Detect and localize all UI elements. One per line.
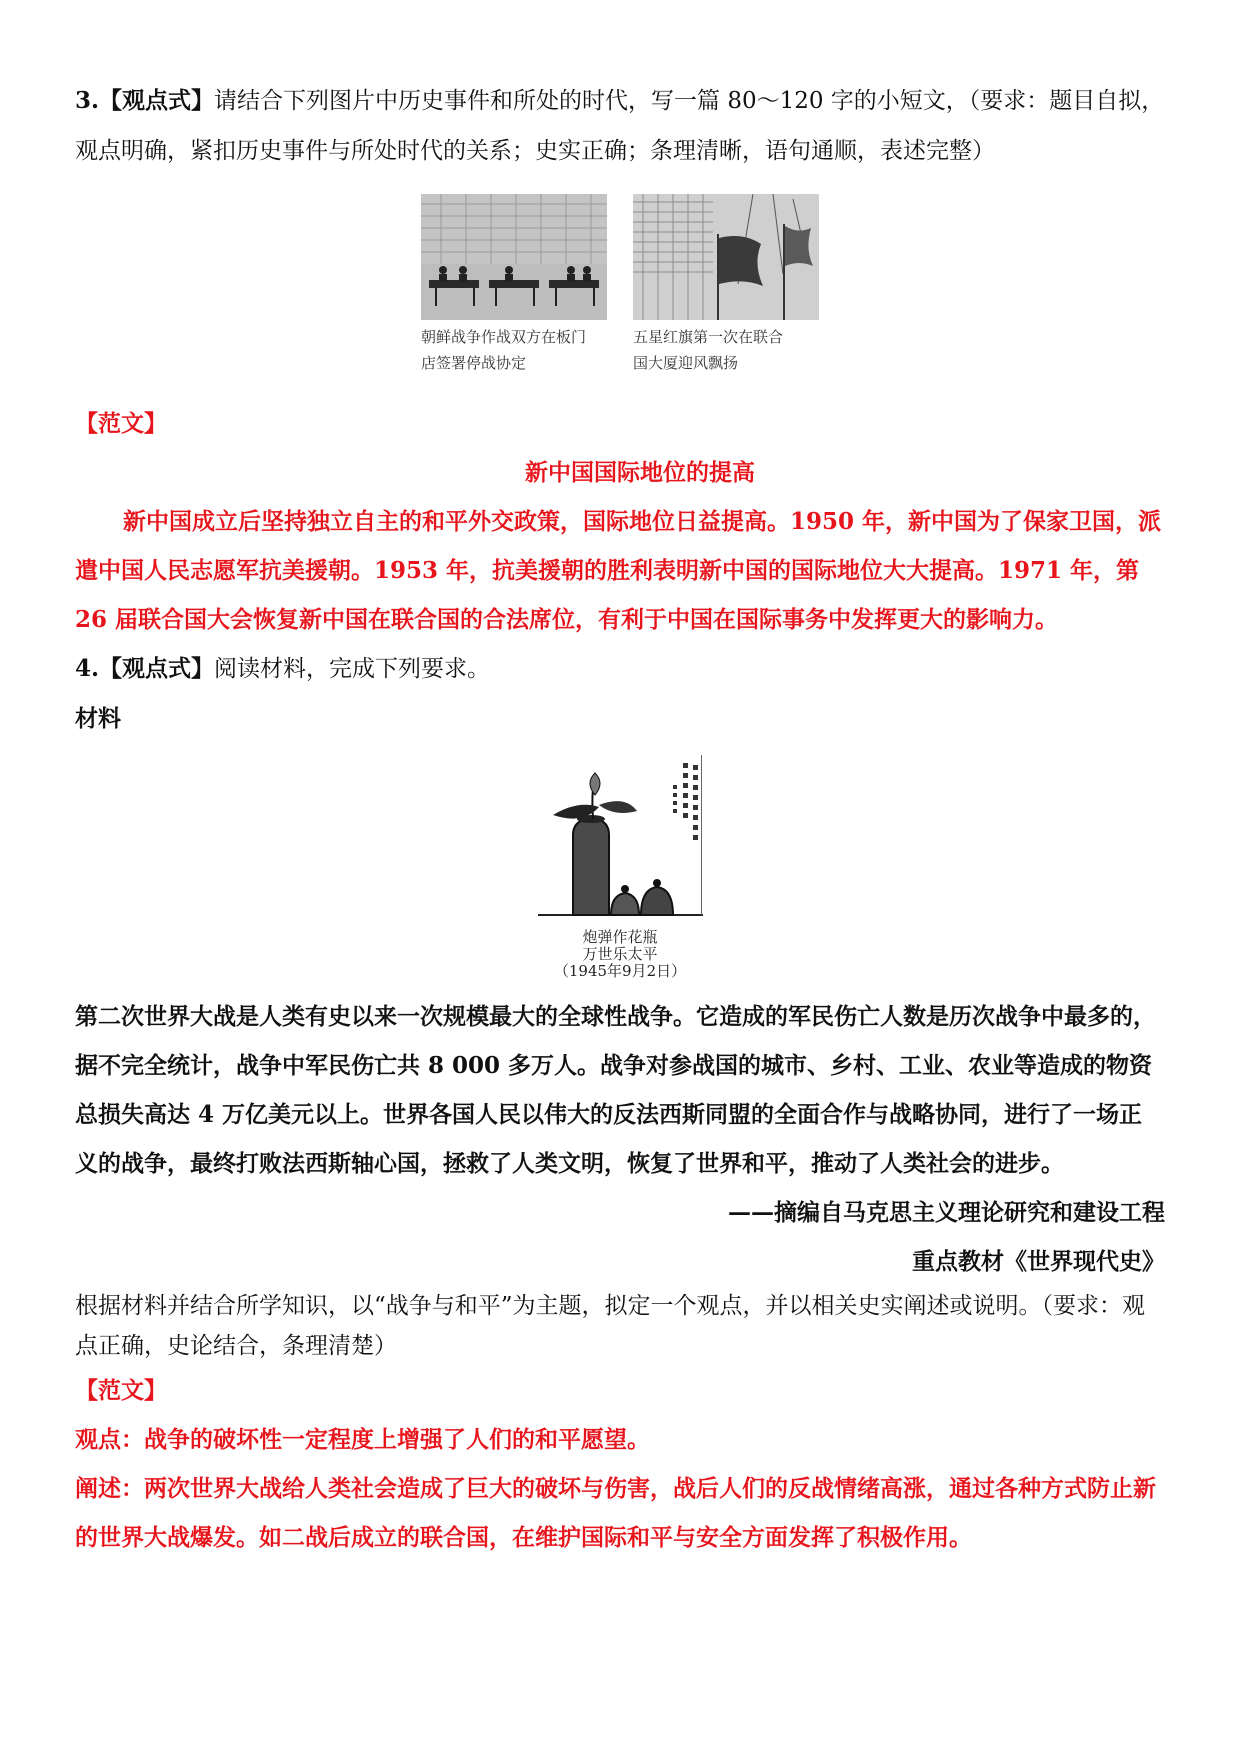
q4-viewpoint: 观点：战争的破坏性一定程度上增强了人们的和平愿望。 bbox=[75, 1426, 650, 1453]
document-page bbox=[75, 76, 1165, 1562]
cartoon-caption-1: 炮弹作花瓶 bbox=[582, 928, 658, 946]
q4-material-label: 材料 bbox=[75, 705, 121, 732]
caption-line: 五星红旗第一次在联合 bbox=[633, 328, 784, 346]
photo-armistice bbox=[421, 194, 611, 376]
q3-model-title: 新中国国际地位的提高 bbox=[525, 459, 755, 486]
cartoon-figure bbox=[533, 755, 708, 980]
q3-model-label: 【范文】 bbox=[75, 410, 167, 437]
caption-line: 店签署停战协定 bbox=[421, 354, 527, 372]
q4-material-text: 第二次世界大战是人类有史以来一次规模最大的全球性战争。它造成的军民伤亡人数是历次战争中最多的，据不完全统计，战争中军民伤亡共 8 000 多万人。战争对参战国的城市、乡村、工业、农业等造成的物资总损失高达 4 万亿美元以上。世界各国人民以伟大的反法西斯同盟的全面合作与战略协同，进行了一场正义的战争，最终打败法西斯轴心国，拯救了人类文明，恢复了世界和平，推动了人类社会的进步。 bbox=[75, 1003, 1156, 1177]
q4-elaboration: 阐述：两次世界大战给人类社会造成了巨大的破坏与伤害，战后人们的反战情绪高涨，通过各种方式防止新的世界大战爆发。如二战后成立的联合国，在维护国际和平与安全方面发挥了积极作用。 bbox=[75, 1475, 1156, 1551]
q3-label: 3.【观点式】 bbox=[75, 87, 215, 114]
caption-line: 国大厦迎风飘扬 bbox=[633, 354, 739, 372]
q4-task: 根据材料并结合所学知识，以“战争与和平”为主题，拟定一个观点，并以相关史实阐述或说明。（要求：观点正确，史论结合，条理清楚） bbox=[75, 1293, 1146, 1359]
armistice-photo-image bbox=[421, 194, 607, 320]
q4-question bbox=[75, 644, 1165, 694]
q4-model-label: 【范文】 bbox=[75, 1377, 167, 1404]
cartoon-caption-2: 万世乐太平 bbox=[582, 945, 658, 963]
q3-prompt: 请结合下列图片中历史事件和所处的时代，写一篇 80～120 字的小短文，（要求：题目自拟，观点明确，紧扣历史事件与所处时代的关系；史实正确；条理清晰，语句通顺，表述完整） bbox=[75, 88, 1165, 164]
q3-model-body: 新中国成立后坚持独立自主的和平外交政策，国际地位日益提高。1950 年，新中国为了保家卫国，派遣中国人民志愿军抗美援朝。1953 年，抗美援朝的胜利表明新中国的国际地位大大提高。1971 年，第 26 届联合国大会恢复新中国在联合国的合法席位，有利于中国在国际事务中发挥更大的影响力。 bbox=[75, 508, 1162, 633]
un-flag-photo-image bbox=[633, 194, 819, 320]
q4-prompt: 阅读材料，完成下列要求。 bbox=[214, 656, 491, 682]
caption-line: 朝鲜战争作战双方在板门 bbox=[421, 328, 587, 346]
photo-armistice-caption bbox=[421, 324, 611, 376]
q4-label: 4.【观点式】 bbox=[75, 655, 215, 682]
q4-source-line-1: ——摘编自马克思主义理论研究和建设工程 bbox=[728, 1199, 1165, 1226]
cartoon-caption-date: （1945年9月2日） bbox=[553, 962, 687, 980]
photo-un-flag bbox=[633, 194, 823, 376]
q3-question bbox=[75, 76, 1165, 176]
shell-vase-cartoon bbox=[533, 755, 708, 925]
q4-source-line-2: 重点教材《世界现代史》 bbox=[912, 1248, 1165, 1275]
photo-un-flag-caption bbox=[633, 324, 823, 376]
q3-photos bbox=[75, 194, 1165, 399]
